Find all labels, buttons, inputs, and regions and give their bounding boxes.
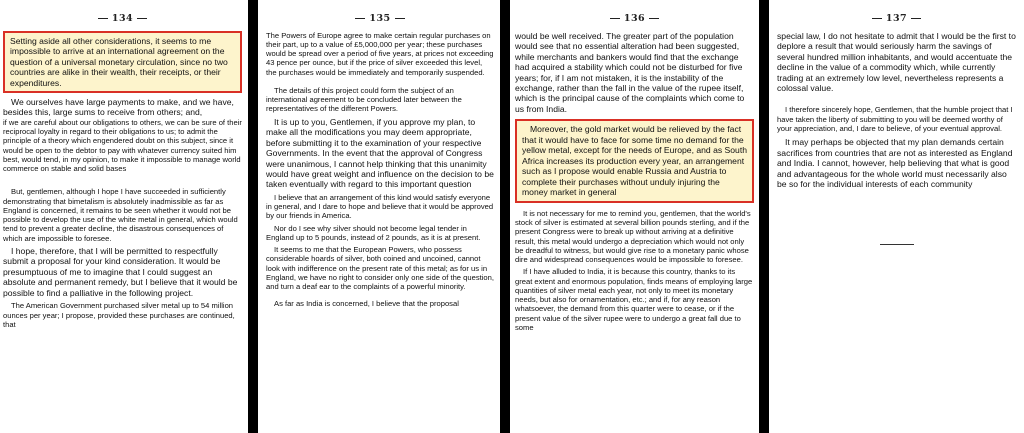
end-rule: [880, 244, 914, 245]
highlight-box: [515, 119, 754, 202]
highlighted-paragraph: Setting aside all other considerations, it seems to me impossible to arrive at an international agreement on the question of a universal monetary circulation, since no two countries are alike in their wealth, their receipts, or their expenditures.: [10, 35, 228, 88]
page-136: [510, 0, 759, 433]
paragraph: The details of this project could form the subject of an international agreement to be concluded later between the representatives of the different Powers.: [266, 85, 462, 114]
paragraph: It is not necessary for me to remind you, gentlemen, that the world's stock of silver is estimated at several billion pounds sterling, and if the present Congress were to break up without arriving at a definitive result, this metal would undergo a depreciation which would not only be dreadful to witness, but would give rise to a monetary panic whose dire and widespread consequences would be impossible to foresee.: [515, 208, 751, 265]
paragraph: The Powers of Europe agree to make certain regular purchases on their part, up to a value of £5,000,000 per year; these purchases would be spread over a period of five years, at prices not exceeding 43 pence per ounce, but if the price of silver exceeded this level, the purchases would be immediately and temporarily suspended.: [266, 30, 494, 77]
page-number: 136: [515, 13, 754, 25]
page-number: 135: [266, 13, 494, 25]
highlight-box: [3, 31, 242, 93]
page-separator: [248, 0, 258, 433]
highlighted-paragraph: Moreover, the gold market would be relieved by the fact that it would have to face for some time no demand for the yellow metal, except for the needs of Europe, and as South Africa increases its production every year, an arrangement such as I propose would enable Russia and Austria to complete their purchases without unduly injuring the money market in general: [522, 124, 748, 198]
paragraph: If I have alluded to India, it is because this country, thanks to its great extent and enormous population, finds means of employing large quantities of silver metal each year, not only to meet its monetary needs, but also for ornamentation, etc.; and if, for any reason whatsoever, the demand from this quarter were to cease, or if the present value of the silver rupee were to undergo a great fall due to some: [515, 267, 753, 332]
page-135: [258, 0, 500, 433]
paragraph: The American Government purchased silver metal up to 54 million ounces per year; I propose, provided these purchases are continued, that: [3, 301, 235, 329]
paragraph: It seems to me that the European Powers, who possess considerable hoards of silver, both coined and uncoined, cannot look with indifference on the present rate of this metal; as for us in England, we have no right to consider only one side of the question, and turn a deaf ear to the complaints of a powerful minority.: [266, 245, 494, 292]
page-137: [769, 0, 1024, 433]
page-separator: [759, 0, 769, 433]
paragraph: We ourselves have large payments to make, and we have, besides this, large sums to receive from others; and,: [3, 97, 234, 118]
paragraph: Nor do I see why silver should not become legal tender in England up to 5 pounds, instead of 2 pounds, as it is at present.: [266, 223, 481, 242]
page-separator: [500, 0, 510, 433]
paragraph: It is up to you, Gentlemen, if you approve my plan, to make all the modifications you may deem appropriate, before submitting it to the examination of your respective Governments. In the event that the approval of Congress were unanimous, I cannot help thinking that this unanimity would have great weight and influence on the decision to be taken eventually with regard to this important question: [266, 116, 494, 190]
page-134: [0, 0, 248, 433]
paragraph: would be well received. The greater part of the population would see that no essential alteration had been suggested, while merchants and bankers would find that the exchange had acquired a stability which could not be disturbed for five years; for, if I am not mistaken, it is the instability of the exchange, rather than the fall in the value of the rupee itself, which is the principal cause of the complaints which come to us from India.: [515, 30, 745, 114]
paragraph: special law, I do not hesitate to admit that I would be the first to deplore a result that would seriously harm the savings of several hundred million inhabitants, and would accentuate the decline in the value of a commodity which, while currently trading at an extremely low level, nevertheless represents a colossal value.: [777, 30, 1016, 93]
paragraph: But, gentlemen, although I hope I have succeeded in sufficiently demonstrating that bimetalism is absolutely inadmissible as far as England is concerned, it remains to be seen whether it would not be possible to develop the use of the white metal in general, which would tend to prevent a greater decline, the disastrous consequences of which are impossible to foresee.: [3, 187, 238, 243]
paragraph: I hope, therefore, that I will be permitted to respectfully submit a proposal for your kind consideration. It would be presumptuous of me to imagine that I could suggest an absolute and permanent remedy, but I believe that it would be possible to find a palliative in the following project.: [3, 245, 238, 298]
paragraph: As far as India is concerned, I believe that the proposal: [274, 299, 459, 309]
paragraph: I believe that an arrangement of this kind would satisfy everyone in general, and I dare to hope and believe that it would be approved by our friends in America.: [266, 192, 494, 221]
page-number: 137: [777, 13, 1016, 25]
paragraph: It may perhaps be objected that my plan demands certain sacrifices from countries that are not as interested as England and India. I cannot, however, help believing that what is good and advantageous for the whole world must necessarily also be so for the individual interests of each community: [777, 137, 1013, 190]
page-number: 134: [3, 13, 242, 25]
paragraph: if we are careful about our obligations to others, we can be sure of their reciprocal loyalty in regard to their obligations to us; to admit the principle of a theory which engendered doubt on this subject, since it would be open to the debtor to pay with whatever currency suited him best, would tend, in my opinion, to make it impossible to manage world commerce on stable and solid bases: [3, 117, 242, 174]
paragraph: I therefore sincerely hope, Gentlemen, that the humble project that I have taken the liberty of submitting to you will be deemed worthy of your appreciation, and, I dare to believe, of your eventual approval.: [777, 105, 1013, 133]
